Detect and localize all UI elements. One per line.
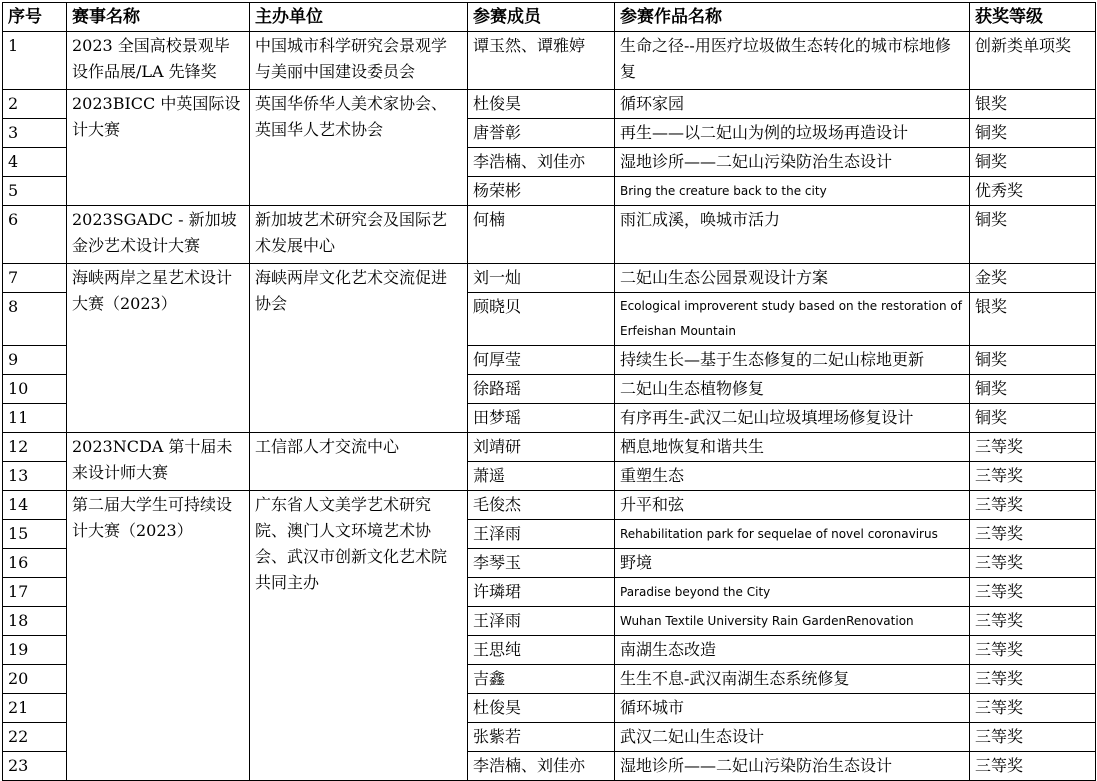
cell-no: 7 (3, 264, 67, 293)
cell-organizer: 广东省人文美学艺术研究院、澳门人文环境艺术协会、武汉市创新文化艺术院共同主办 (250, 491, 468, 781)
cell-member: 刘一灿 (468, 264, 615, 293)
cell-member: 张紫若 (468, 723, 615, 752)
cell-no: 18 (3, 607, 67, 636)
cell-no: 3 (3, 119, 67, 148)
cell-award: 金奖 (970, 264, 1096, 293)
cell-member: 徐路瑶 (468, 375, 615, 404)
cell-work: 野境 (615, 549, 970, 578)
cell-work: Rehabilitation park for sequelae of novel coronavirus (615, 520, 970, 549)
cell-member: 李浩楠、刘佳亦 (468, 752, 615, 781)
cell-member: 谭玉然、谭雅婷 (468, 32, 615, 90)
cell-member: 王思纯 (468, 636, 615, 665)
cell-award: 创新类单项奖 (970, 32, 1096, 90)
cell-competition: 2023NCDA 第十届未来设计师大赛 (67, 433, 250, 491)
cell-award: 三等奖 (970, 665, 1096, 694)
header-organizer: 主办单位 (250, 3, 468, 32)
cell-no: 20 (3, 665, 67, 694)
cell-member: 何厚莹 (468, 346, 615, 375)
table-row (3, 206, 1096, 264)
cell-award: 三等奖 (970, 723, 1096, 752)
cell-no: 5 (3, 177, 67, 206)
cell-no: 17 (3, 578, 67, 607)
cell-no: 13 (3, 462, 67, 491)
cell-member: 顾晓贝 (468, 293, 615, 346)
cell-competition: 第二届大学生可持续设计大赛（2023） (67, 491, 250, 781)
cell-work: Ecological improverent study based on the restoration of Erfeishan Mountain (615, 293, 970, 346)
cell-no: 22 (3, 723, 67, 752)
header-row (3, 3, 1096, 32)
cell-organizer: 中国城市科学研究会景观学与美丽中国建设委员会 (250, 32, 468, 90)
cell-award: 银奖 (970, 90, 1096, 119)
table-row (3, 90, 1096, 119)
cell-work: 循环城市 (615, 694, 970, 723)
cell-member: 萧遥 (468, 462, 615, 491)
cell-award: 三等奖 (970, 752, 1096, 781)
cell-member: 杜俊昊 (468, 694, 615, 723)
cell-work: 升平和弦 (615, 491, 970, 520)
cell-award: 铜奖 (970, 375, 1096, 404)
cell-work: 生命之径--用医疗垃圾做生态转化的城市棕地修复 (615, 32, 970, 90)
cell-award: 三等奖 (970, 520, 1096, 549)
table-row (3, 32, 1096, 90)
cell-work: 栖息地恢复和谐共生 (615, 433, 970, 462)
cell-award: 三等奖 (970, 607, 1096, 636)
cell-no: 8 (3, 293, 67, 346)
cell-competition: 海峡两岸之星艺术设计大赛（2023） (67, 264, 250, 433)
cell-member: 田梦瑶 (468, 404, 615, 433)
cell-award: 铜奖 (970, 346, 1096, 375)
cell-work: Paradise beyond the City (615, 578, 970, 607)
cell-award: 三等奖 (970, 491, 1096, 520)
cell-work: 有序再生-武汉二妃山垃圾填埋场修复设计 (615, 404, 970, 433)
cell-member: 何楠 (468, 206, 615, 264)
cell-no: 12 (3, 433, 67, 462)
cell-no: 2 (3, 90, 67, 119)
cell-organizer: 工信部人才交流中心 (250, 433, 468, 491)
cell-award: 优秀奖 (970, 177, 1096, 206)
header-no: 序号 (3, 3, 67, 32)
cell-work: Wuhan Textile University Rain GardenRenovation (615, 607, 970, 636)
cell-work: 湿地诊所——二妃山污染防治生态设计 (615, 148, 970, 177)
cell-award: 三等奖 (970, 462, 1096, 491)
cell-work: 南湖生态改造 (615, 636, 970, 665)
cell-work: 再生——以二妃山为例的垃圾场再造设计 (615, 119, 970, 148)
cell-no: 4 (3, 148, 67, 177)
cell-award: 三等奖 (970, 578, 1096, 607)
cell-work: 湿地诊所——二妃山污染防治生态设计 (615, 752, 970, 781)
cell-organizer: 新加坡艺术研究会及国际艺术发展中心 (250, 206, 468, 264)
cell-award: 银奖 (970, 293, 1096, 346)
table-row (3, 491, 1096, 520)
cell-no: 14 (3, 491, 67, 520)
cell-work: Bring the creature back to the city (615, 177, 970, 206)
cell-award: 三等奖 (970, 549, 1096, 578)
cell-no: 11 (3, 404, 67, 433)
cell-award: 铜奖 (970, 206, 1096, 264)
cell-no: 9 (3, 346, 67, 375)
awards-table (2, 2, 1096, 781)
cell-award: 铜奖 (970, 404, 1096, 433)
cell-award: 铜奖 (970, 148, 1096, 177)
cell-no: 10 (3, 375, 67, 404)
cell-member: 杨荣彬 (468, 177, 615, 206)
header-award: 获奖等级 (970, 3, 1096, 32)
header-work: 参赛作品名称 (615, 3, 970, 32)
cell-work: 重塑生态 (615, 462, 970, 491)
cell-member: 王泽雨 (468, 607, 615, 636)
cell-no: 23 (3, 752, 67, 781)
cell-member: 刘靖研 (468, 433, 615, 462)
cell-competition: 2023 全国高校景观毕设作品展/LA 先锋奖 (67, 32, 250, 90)
cell-work: 生生不息-武汉南湖生态系统修复 (615, 665, 970, 694)
cell-member: 许璘珺 (468, 578, 615, 607)
table-row (3, 433, 1096, 462)
cell-work: 武汉二妃山生态设计 (615, 723, 970, 752)
cell-competition: 2023BICC 中英国际设计大赛 (67, 90, 250, 206)
cell-award: 三等奖 (970, 433, 1096, 462)
table-row (3, 264, 1096, 293)
cell-competition: 2023SGADC - 新加坡金沙艺术设计大赛 (67, 206, 250, 264)
cell-no: 15 (3, 520, 67, 549)
cell-no: 6 (3, 206, 67, 264)
header-competition: 赛事名称 (67, 3, 250, 32)
cell-award: 三等奖 (970, 636, 1096, 665)
cell-award: 三等奖 (970, 694, 1096, 723)
cell-member: 李浩楠、刘佳亦 (468, 148, 615, 177)
cell-work: 雨汇成溪，唤城市活力 (615, 206, 970, 264)
cell-work: 二妃山生态公园景观设计方案 (615, 264, 970, 293)
cell-member: 王泽雨 (468, 520, 615, 549)
cell-work: 二妃山生态植物修复 (615, 375, 970, 404)
cell-no: 1 (3, 32, 67, 90)
cell-organizer: 海峡两岸文化艺术交流促进协会 (250, 264, 468, 433)
cell-work: 持续生长—基于生态修复的二妃山棕地更新 (615, 346, 970, 375)
cell-member: 杜俊昊 (468, 90, 615, 119)
cell-no: 21 (3, 694, 67, 723)
header-member: 参赛成员 (468, 3, 615, 32)
cell-organizer: 英国华侨华人美术家协会、英国华人艺术协会 (250, 90, 468, 206)
cell-award: 铜奖 (970, 119, 1096, 148)
cell-no: 19 (3, 636, 67, 665)
cell-no: 16 (3, 549, 67, 578)
cell-member: 毛俊杰 (468, 491, 615, 520)
cell-work: 循环家园 (615, 90, 970, 119)
cell-member: 李琴玉 (468, 549, 615, 578)
cell-member: 唐誉彰 (468, 119, 615, 148)
cell-member: 吉鑫 (468, 665, 615, 694)
